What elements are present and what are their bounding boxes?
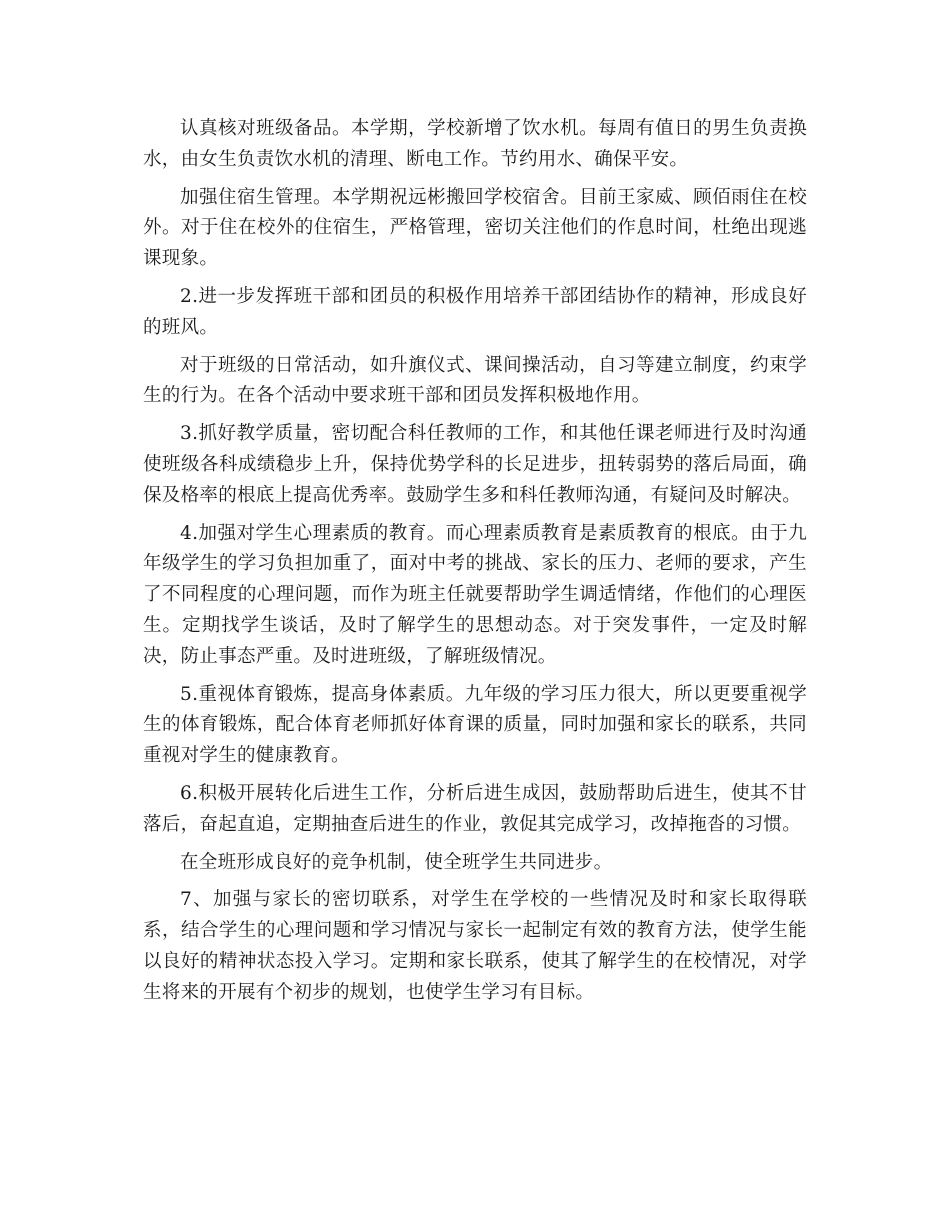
paragraph-item-3: 3.抓好教学质量，密切配合科任教师的工作，和其他任课老师进行及时沟通使班级各科成绩稳步上升，保持优势学科的长足进步，扭转弱势的落后局面，确保及格率的根底上提高优秀率。鼓励学生多和科任教师沟通，有疑问及时解决。: [143, 423, 807, 506]
paragraph-item-5: 5.重视体育锻炼，提高身体素质。九年级的学习压力很大，所以更要重视学生的体育锻炼，配合体育老师抓好体育课的质量，同时加强和家长的联系，共同重视对学生的健康教育。: [143, 683, 807, 767]
paragraph-equipment: 认真核对班级备品。本学期，学校新增了饮水机。每周有值日的男生负责换水，由女生负责饮水机的清理、断电工作。节约用水、确保平安。: [143, 118, 807, 170]
paragraph-item-6: 6.积极开展转化后进生工作，分析后进生成因，鼓励帮助后进生，使其不甘落后，奋起直追，定期抽查后进生的作业，敦促其完成学习，改掉拖沓的习惯。: [143, 782, 807, 835]
paragraph-boarding: 加强住宿生管理。本学期祝远彬搬回学校宿舍。目前王家威、顾佰雨住在校外。对于住在校外的住宿生，严格管理，密切关注他们的作息时间，杜绝出现逃课现象。: [143, 186, 807, 270]
document-body: [143, 114, 807, 1016]
paragraph-item-4: 4.加强对学生心理素质的教育。而心理素质教育是素质教育的根底。由于九年级学生的学习负担加重了，面对中考的挑战、家长的压力、老师的要求，产生了不同程度的心理问题，而作为班主任就要帮助学生调适情绪，作他们的心理医生。定期找学生谈话，及时了解学生的思想动态。对于突发事件，一定及时解决，防止事态严重。及时进班级，了解班级情况。: [143, 522, 807, 667]
paragraph-competition: 在全班形成良好的竞争机制，使全班学生共同进步。: [180, 851, 613, 873]
paragraph-item-2: 2.进一步发挥班干部和团员的积极作用培养干部团结协作的精神，形成良好的班风。: [143, 285, 807, 338]
paragraph-daily-activities: 对于班级的日常活动，如升旗仪式、课间操活动，自习等建立制度，约束学生的行为。在各个活动中要求班干部和团员发挥积极地作用。: [143, 354, 807, 407]
paragraph-item-7: 7、加强与家长的密切联系，对学生在学校的一些情况及时和家长取得联系，结合学生的心理问题和学习情况与家长一起制定有效的教育方法，使学生能以良好的精神状态投入学习。定期和家长联系，使其了解学生的在校情况，对学生将来的开展有个初步的规划，也使学生学习有目标。: [143, 889, 807, 1003]
